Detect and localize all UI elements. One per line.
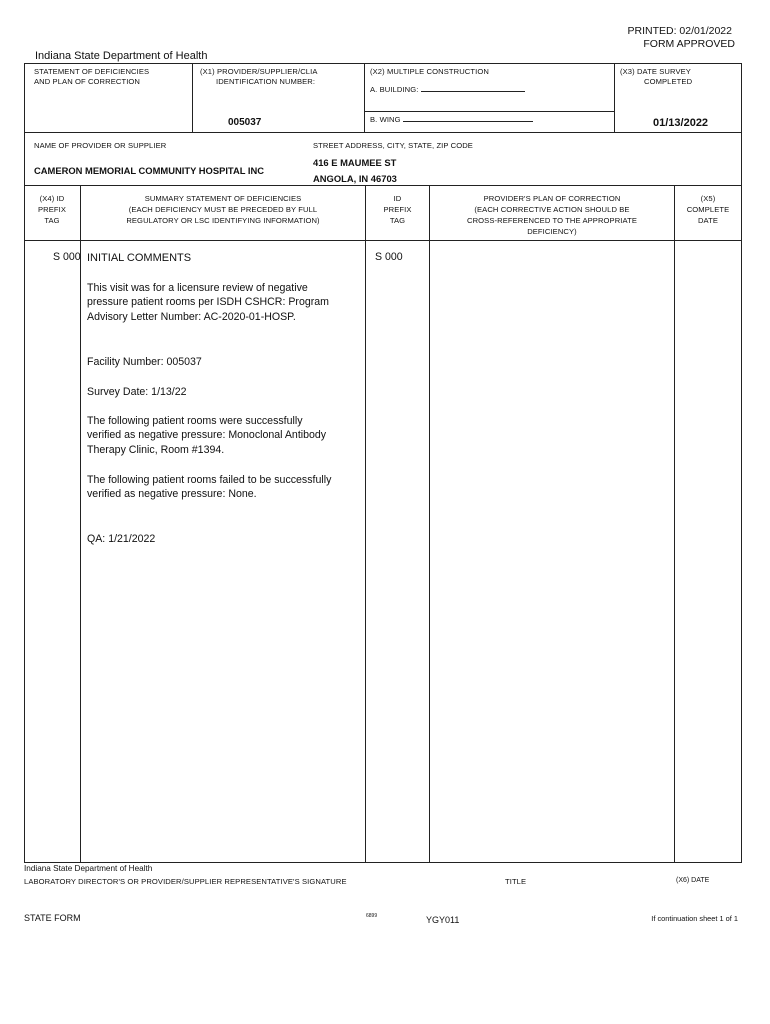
x2-label: (X2) MULTIPLE CONSTRUCTION [370,67,489,76]
header-line: DEFICIENCY) [527,227,577,236]
divider [364,63,365,132]
header-line: COMPLETE [686,205,730,214]
header-line: (X4) ID [39,194,65,203]
divider [364,111,614,112]
statement-label-line2: AND PLAN OF CORRECTION [34,77,140,86]
entry-paragraph: QA: 1/21/2022 [87,533,156,545]
header-line: CROSS-REFERENCED TO THE APPROPRIATE [466,216,638,225]
address-label: STREET ADDRESS, CITY, STATE, ZIP CODE [313,141,473,150]
wing-label: B. WING [370,115,401,124]
summary-column-header [82,193,364,226]
entry-paragraph: This visit was for a licensure review of negative pressure patient rooms per ISDH CSHCR: Program Advisory Letter Number: AC-2020-01-HOSP. [87,282,329,323]
date-label: (X6) DATE [676,877,710,884]
entry-paragraph: The following patient rooms were successfully verified as negative pressure: Monoclonal Antibody Therapy Clinic, Room #1394. [87,415,327,456]
header-line: (X5) [700,194,716,203]
x1-label-line2: IDENTIFICATION NUMBER: [216,77,316,86]
provider-name-label: NAME OF PROVIDER OR SUPPLIER [34,141,167,150]
x4-column-header [24,193,80,226]
column-divider [429,185,430,863]
event-id: YGY011 [426,915,460,925]
title-label: TITLE [505,877,527,886]
building-label: A. BUILDING: [370,85,419,94]
wing-field [370,115,533,124]
x3-label-line2: COMPLETED [644,77,693,86]
divider [614,63,615,132]
column-divider [80,185,81,863]
address-line1: 416 E MAUMEE ST [313,157,397,168]
header-line: PREFIX [37,205,67,214]
divider [24,132,742,133]
x3-label-line1: (X3) DATE SURVEY [620,67,691,76]
divider [192,63,193,132]
signature-label: LABORATORY DIRECTOR'S OR PROVIDER/SUPPLIER REPRESENTATIVE'S SIGNATURE [24,877,347,886]
header-line: (EACH CORRECTIVE ACTION SHOULD BE [474,205,630,214]
header-line: REGULATORY OR LSC IDENTIFYING INFORMATION) [126,216,320,225]
continuation-sheet: If continuation sheet 1 of 1 [651,914,738,923]
x5-column-header [675,193,741,226]
header-line: (EACH DEFICIENCY MUST BE PRECEDED BY FULL [128,205,318,214]
entry-paragraph: Survey Date: 1/13/22 [87,386,187,398]
header-line: TAG [44,216,60,225]
header-line: ID [393,194,402,203]
plan-column-header [430,193,674,237]
header-line: PROVIDER'S PLAN OF CORRECTION [483,194,621,203]
building-field [370,85,525,94]
footer-agency: Indiana State Department of Health [24,864,153,873]
entry-paragraph: The following patient rooms failed to be successfully verified as negative pressure: None. [87,474,332,501]
statement-label-line1: STATEMENT OF DEFICIENCIES [34,67,150,76]
address-line2: ANGOLA, IN 46703 [313,173,397,184]
header-line: SUMMARY STATEMENT OF DEFICIENCIES [144,194,302,203]
provider-id-number: 005037 [228,117,262,128]
wing-fill-line [403,121,533,122]
header-line: PREFIX [383,205,412,214]
form-name: STATE FORM [24,913,81,923]
header-line: TAG [389,216,406,225]
printed-date: PRINTED: 02/01/2022 [627,25,732,37]
header-line: DATE [697,216,719,225]
divider [24,185,742,186]
form-status: FORM APPROVED [643,38,735,50]
prefix-tag-left: S 000 [53,251,81,263]
agency-title: Indiana State Department of Health [35,50,208,62]
provider-name: CAMERON MEMORIAL COMMUNITY HOSPITAL INC [34,165,265,176]
column-divider [674,185,675,863]
x1-label-line1: (X1) PROVIDER/SUPPLIER/CLIA [200,67,318,76]
form-code: 6899 [366,913,378,919]
column-divider [365,185,366,863]
survey-completed-date: 01/13/2022 [653,117,709,129]
divider [24,240,742,241]
prefix-tag-right: S 000 [375,251,403,263]
entry-paragraph: Facility Number: 005037 [87,356,202,368]
id-column-header [366,193,429,226]
building-fill-line [421,91,525,92]
entry-title: INITIAL COMMENTS [87,252,192,264]
